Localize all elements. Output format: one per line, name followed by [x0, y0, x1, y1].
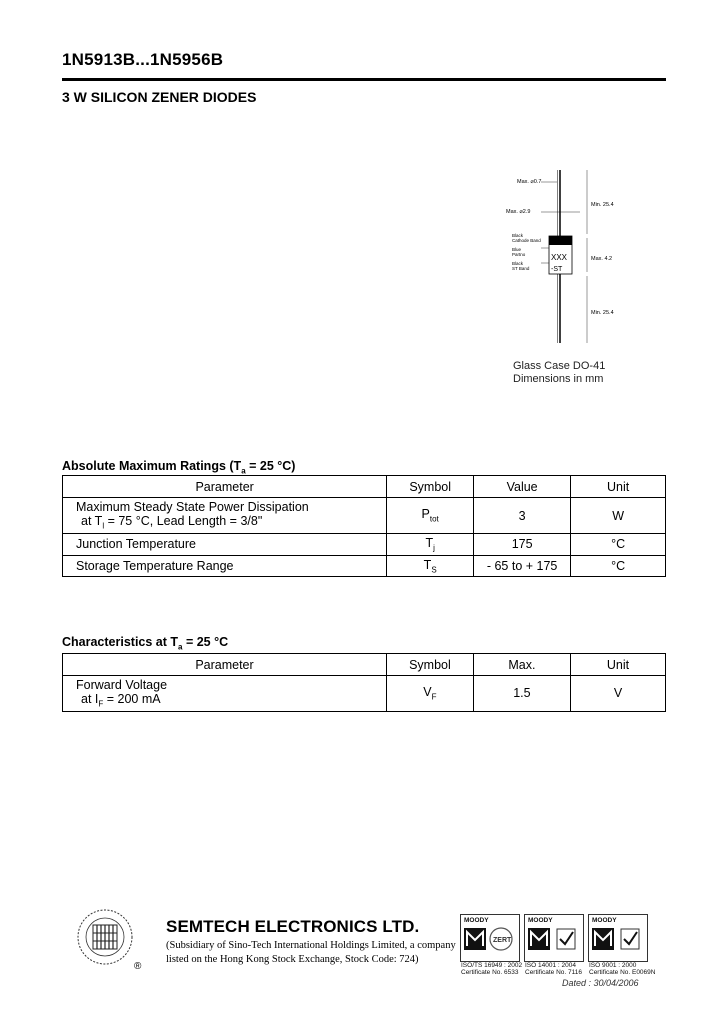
cert2-number: Certificate No. 7116: [525, 969, 582, 976]
part-no-label-1: Blue: [512, 247, 522, 252]
abs-max-title: Absolute Maximum Ratings ($T_a = 25$ °C): [62, 459, 296, 476]
value-tj: 175: [474, 534, 571, 556]
cert3-iso: ISO 9001 : 2000: [589, 962, 637, 969]
part-number-range: 1N5913B...1N5956B: [62, 50, 224, 69]
cathode-band-label-1: Black: [512, 233, 524, 238]
abs-max-table: [62, 475, 666, 577]
header-value: Value: [474, 476, 571, 498]
symbol-tj: $T_j$: [387, 534, 474, 556]
bottom-lead-length-label: Min. 25.4: [591, 310, 614, 316]
st-band-label-2: ST Band: [512, 266, 530, 271]
svg-text:ZERT: ZERT: [493, 937, 512, 944]
diode-outline-diagram: [505, 168, 615, 358]
body-length-label: Max. 4.2: [591, 256, 613, 262]
unit-ts: °C: [571, 555, 666, 577]
dimension-units: Dimensions in mm: [513, 373, 604, 385]
unit-vf: V: [570, 676, 665, 712]
moody-logo-icon: [589, 926, 645, 952]
value-ptot: 3: [474, 498, 571, 534]
cert1-number: Certificate No. 6533: [461, 969, 519, 976]
moody-logo-icon: [461, 926, 517, 952]
case-note: [513, 360, 605, 386]
header-symbol: Symbol: [387, 476, 474, 498]
cert3-number: Certificate No. E0069N: [589, 969, 656, 976]
certification-badge-3: MOODY: [588, 914, 648, 962]
symbol-vf: $V_F$: [387, 676, 474, 712]
body-diameter-label: Max. ⌀2.9: [506, 209, 531, 215]
cathode-band-label-2: Cathode Band: [512, 238, 541, 243]
lead-diameter-label: Max. ⌀0.7: [517, 179, 542, 185]
header-parameter: Parameter: [63, 654, 387, 676]
document-subtitle: 3 W SILICON ZENER DIODES: [62, 89, 257, 105]
cert1-iso: ISO/TS 16949 : 2002: [461, 962, 523, 969]
table-row: [63, 676, 666, 712]
registered-mark: ®: [134, 961, 142, 972]
certification-badge-2: MOODY: [524, 914, 584, 962]
characteristics-table: [62, 653, 666, 712]
top-lead-length-label: Min. 25.4: [591, 202, 614, 208]
characteristics-title: Characteristics at $T_a = 25$ °C: [62, 635, 229, 652]
unit-ptot: W: [571, 498, 666, 534]
company-name: SEMTECH ELECTRONICS LTD.: [166, 917, 420, 936]
unit-tj: °C: [571, 534, 666, 556]
dated-stamp: Dated : 30/04/2006: [562, 978, 639, 988]
param-storage-temp: Storage Temperature Range: [63, 555, 387, 577]
param-junction-temp: Junction Temperature: [63, 534, 387, 556]
st-band-label-1: Black: [512, 261, 524, 266]
certification-badge-1: MOODY ZERT: [460, 914, 520, 962]
value-ts: - 65 to + 175: [474, 555, 571, 577]
semtech-logo: [76, 907, 134, 969]
symbol-ptot: $P_{tot}$: [387, 498, 474, 534]
cert2-iso: ISO 14001 : 2004: [525, 962, 576, 969]
param-power-dissipation: Maximum Steady State Power Dissipation at $T_l = 75$ °C, Lead Length = 3/8": [63, 498, 387, 534]
table-row: [63, 555, 666, 577]
table-row: [63, 498, 666, 534]
header-symbol: Symbol: [387, 654, 474, 676]
table-header-row: [63, 654, 666, 676]
moody-logo-icon: [525, 926, 581, 952]
part-no-label-2: Partno: [512, 252, 526, 257]
subsidiary-note: (Subsidiary of Sino-Tech International Holdings Limited, a company listed on the Hong Kong Stock Exchange, Stock Code: 724): [166, 940, 456, 965]
header-unit: Unit: [570, 654, 665, 676]
symbol-ts: $T_S$: [387, 555, 474, 577]
header-rule: [62, 78, 666, 81]
table-header-row: [63, 476, 666, 498]
header-max: Max.: [473, 654, 570, 676]
cathode-band: [549, 236, 572, 245]
marking-xxx: XXX: [551, 253, 568, 262]
value-vf: 1.5: [473, 676, 570, 712]
param-forward-voltage: Forward Voltage at $I_F = 200$ mA: [63, 676, 387, 712]
case-type: Glass Case DO-41: [513, 360, 606, 372]
header-unit: Unit: [571, 476, 666, 498]
table-row: [63, 534, 666, 556]
header-parameter: Parameter: [63, 476, 387, 498]
marking-st: -ST: [551, 266, 563, 273]
